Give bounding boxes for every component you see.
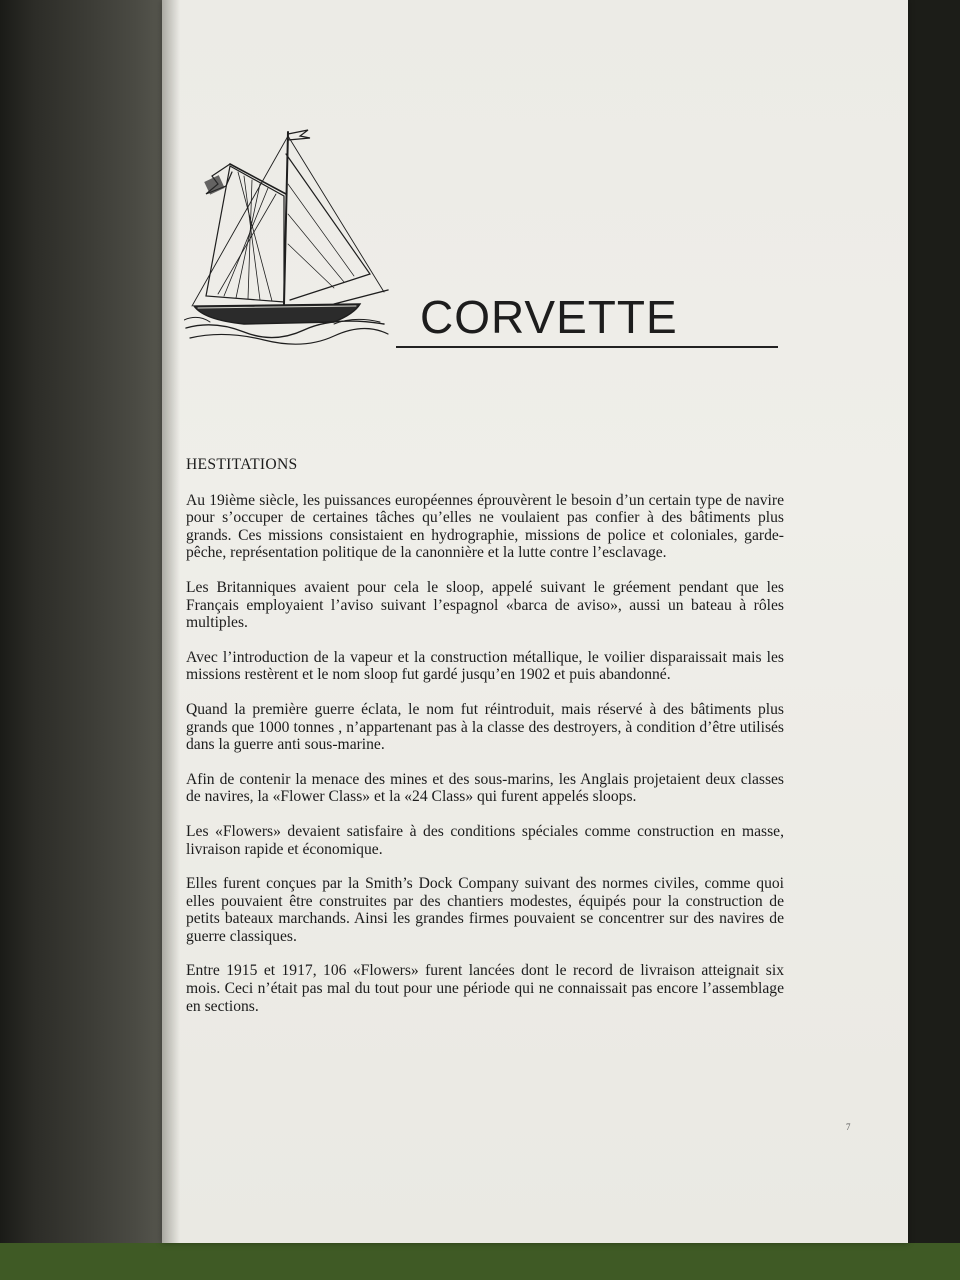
paragraph: Au 19ième siècle, les puissances européennes éprouvèrent le besoin d’un certain type de navire pour s’occuper de certaines tâches qu’elles ne voulaient pas confier à des bâtiments plus grands. Ces missions consistaient en hydrographie, missions de police et coloniales, garde-pêche, représentation politique de la canonnière et la lutte contre l’esclavage.: [186, 491, 784, 562]
section-heading: HESTITATIONS: [186, 456, 298, 473]
title-underline: [396, 346, 778, 348]
sailing-ship-illustration: [184, 124, 390, 350]
paragraph: Quand la première guerre éclata, le nom fut réintroduit, mais réservé à des bâtiments plus grands que 1000 tonnes , n’appartenant pas à la classe des destroyers, à condition d’être utilisés dans la guerre anti sous-marine.: [186, 700, 784, 754]
paragraph: Avec l’introduction de la vapeur et la construction métallique, le voilier disparaissait mais les missions restèrent et le nom sloop fut gardé jusqu’en 1902 et puis abandonné.: [186, 648, 784, 684]
paragraph: Les «Flowers» devaient satisfaire à des conditions spéciales comme construction en masse, livraison rapide et économique.: [186, 822, 784, 858]
facing-page-edge: [0, 0, 168, 1280]
paragraph: Entre 1915 et 1917, 106 «Flowers» furent lancées dont le record de livraison atteignait six mois. Ceci n’était pas mal du tout pour une période qui ne connaissait pas encore l’assemblage en sections.: [186, 962, 784, 1015]
page-number: 7: [846, 1122, 851, 1132]
paragraph: Afin de contenir la menace des mines et des sous-marins, les Anglais projetaient deux classes de navires, la «Flower Class» et la «24 Class» qui furent appelés sloops.: [186, 770, 784, 806]
body-text: [186, 456, 784, 1032]
dark-background: [908, 0, 960, 1243]
paragraph: Les Britanniques avaient pour cela le sloop, appelé suivant le gréement pendant que les Français employaient l’aviso suivant l’espagnol «barca de aviso», aussi un bateau à rôles multiples.: [186, 578, 784, 632]
table-surface: [0, 1243, 960, 1280]
chapter-title: CORVETTE: [420, 291, 678, 343]
paragraph: Elles furent conçues par la Smith’s Dock Company suivant des normes civiles, comme quoi elles pouvaient être construites par des chantiers modestes, équipés pour la construction de petits bateaux marchands. Ainsi les grandes firmes pouvaient se concentrer sur des navires de guerre classiques.: [186, 875, 784, 945]
